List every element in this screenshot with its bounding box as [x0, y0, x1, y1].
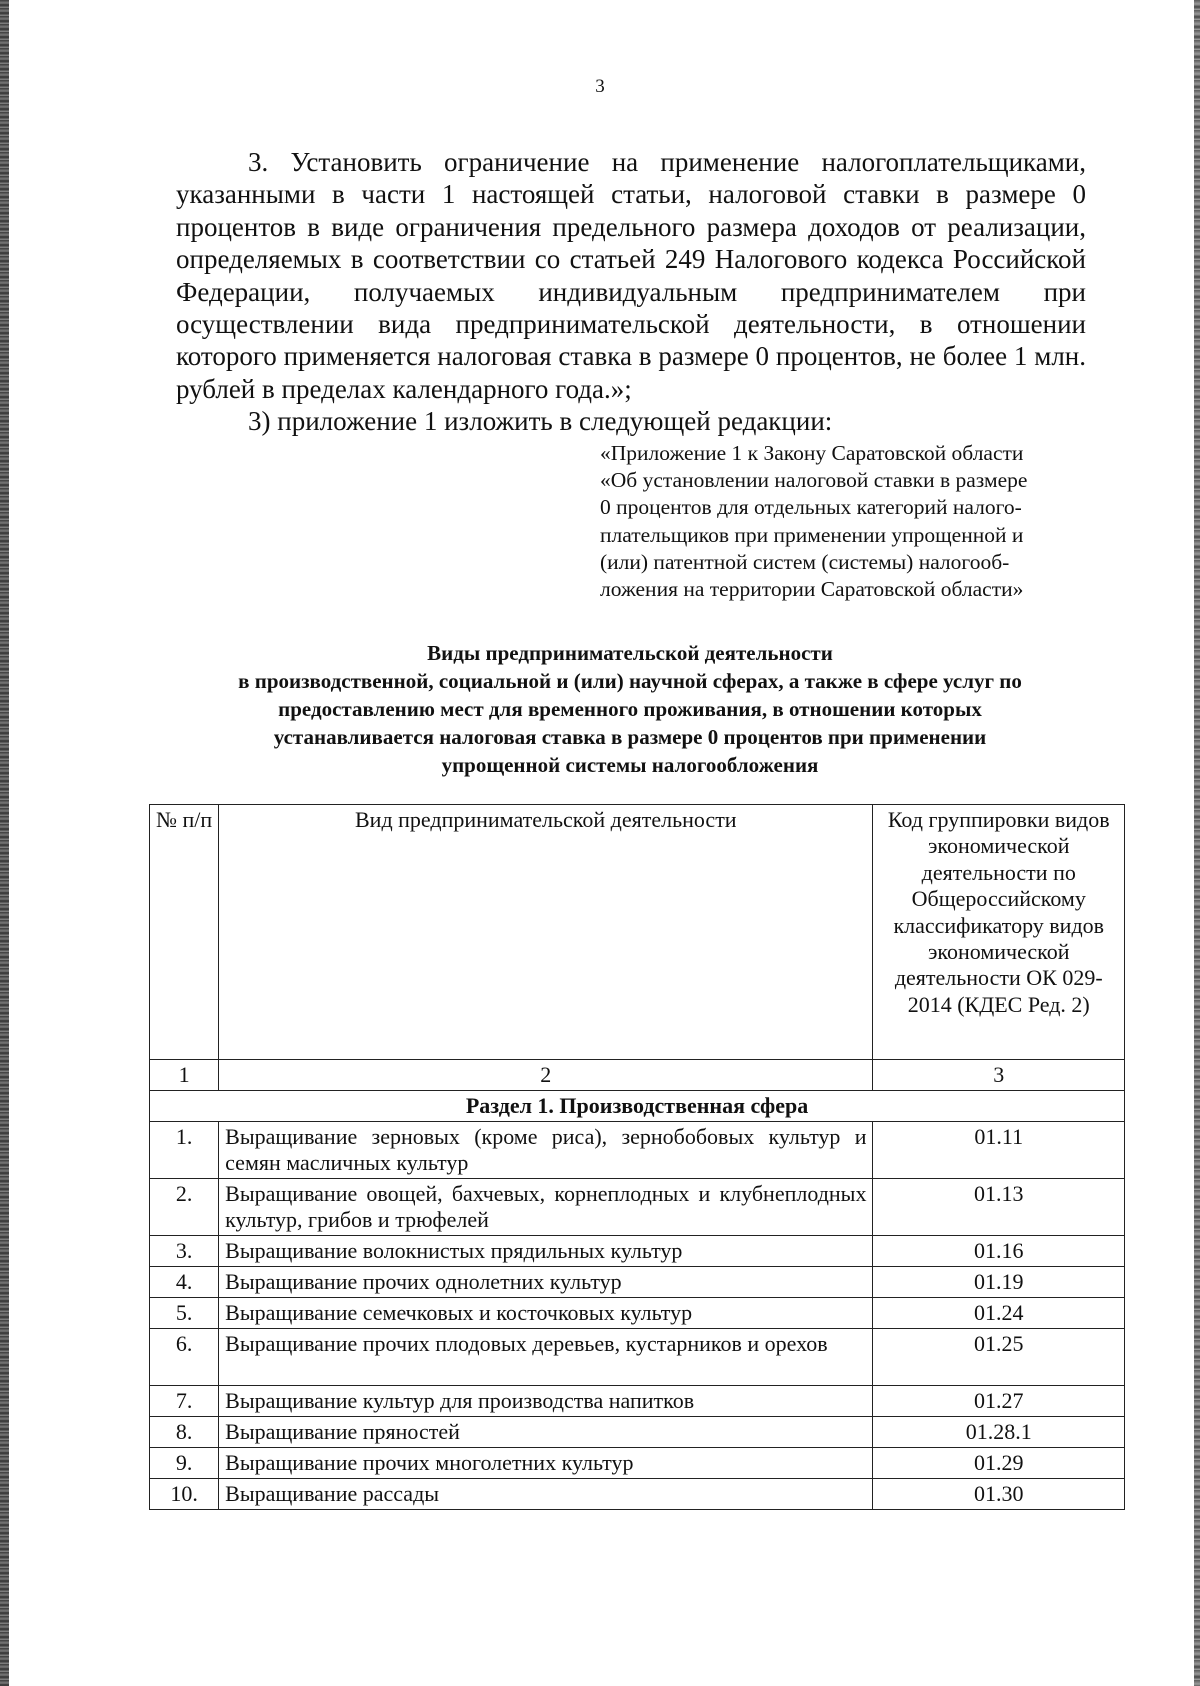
table-title-line: устанавливается налоговая ставка в размере 0 процентов при применении	[273, 725, 987, 749]
row-code: 01.19	[873, 1267, 1125, 1298]
row-code: 01.24	[873, 1298, 1125, 1329]
appendix-line: (или) патентной систем (системы) налогооб-	[600, 549, 1010, 574]
row-activity: Выращивание прочих плодовых деревьев, кустарников и орехов	[219, 1329, 873, 1386]
table-row	[150, 1329, 1125, 1386]
section-title: Раздел 1. Производственная сфера	[150, 1091, 1125, 1122]
row-number: 2.	[150, 1179, 219, 1236]
row-code: 01.27	[873, 1386, 1125, 1417]
table-title-line: предоставлению мест для временного проживания, в отношении которых	[278, 697, 982, 721]
table-row	[150, 1298, 1125, 1329]
row-code: 01.11	[873, 1122, 1125, 1179]
table-row	[150, 1122, 1125, 1179]
row-number: 6.	[150, 1329, 219, 1386]
header-number: № п/п	[150, 805, 219, 1060]
table-row	[150, 1417, 1125, 1448]
row-code: 01.16	[873, 1236, 1125, 1267]
row-number: 8.	[150, 1417, 219, 1448]
row-number: 1.	[150, 1122, 219, 1179]
column-number: 2	[219, 1060, 873, 1091]
scan-edge-right	[1194, 0, 1200, 1686]
column-number-row	[150, 1060, 1125, 1091]
law-body-text	[176, 146, 1086, 438]
row-activity: Выращивание прочих многолетних культур	[219, 1448, 873, 1479]
appendix-line: «Приложение 1 к Закону Саратовской области	[600, 441, 1024, 465]
row-activity: Выращивание рассады	[219, 1479, 873, 1510]
column-number: 3	[873, 1060, 1125, 1091]
row-activity: Выращивание прочих однолетних культур	[219, 1267, 873, 1298]
row-activity: Выращивание семечковых и косточковых культур	[219, 1298, 873, 1329]
row-number: 4.	[150, 1267, 219, 1298]
table-header-row	[150, 805, 1125, 1060]
row-activity: Выращивание овощей, бахчевых, корнеплодных и клубнеплодных культур, грибов и трюфелей	[219, 1179, 873, 1236]
item-3-paragraph: 3) приложение 1 изложить в следующей редакции:	[248, 406, 833, 437]
row-number: 10.	[150, 1479, 219, 1510]
table-title	[160, 639, 1100, 779]
appendix-heading	[600, 440, 1086, 603]
table-title-line: в производственной, социальной и (или) научной сферах, а также в сфере услуг по	[238, 669, 1022, 693]
table-row	[150, 1386, 1125, 1417]
clause-3-paragraph: 3. Установить ограничение на применение налогоплательщиками, указанными в части 1 настоящей статьи, налоговой ставки в размере 0 процентов в виде ограничения предельного размера доходов от реализации, определяемых в соответствии со статьей 249 Налогового кодекса Российской Федерации, получаемых индивидуальным предпринимателем при осуществлении вида предпринимательской деятельности, в отношении которого применяется налоговая ставка в размере 0 процентов, не более 1 млн. рублей в пределах календарного года.»;	[176, 147, 1086, 404]
table-title-line: упрощенной системы налогообложения	[441, 753, 819, 777]
row-number: 9.	[150, 1448, 219, 1479]
table-row	[150, 1236, 1125, 1267]
row-activity: Выращивание волокнистых прядильных культур	[219, 1236, 873, 1267]
appendix-line: ложения на территории Саратовской области»	[600, 577, 1024, 602]
column-number: 1	[150, 1060, 219, 1091]
table-row	[150, 1448, 1125, 1479]
table-row	[150, 1479, 1125, 1510]
row-number: 7.	[150, 1386, 219, 1417]
activities-table	[149, 804, 1125, 1510]
row-code: 01.30	[873, 1479, 1125, 1510]
table-row	[150, 1267, 1125, 1298]
section-row	[150, 1091, 1125, 1122]
row-code: 01.29	[873, 1448, 1125, 1479]
row-activity: Выращивание пряностей	[219, 1417, 873, 1448]
appendix-line: «Об установлении налоговой ставки в размере	[600, 468, 1028, 493]
header-code: Код группировки видов экономической деятельности по Общероссийскому классификатору видов экономической деятельности ОК 029-2014 (КДЕС Ред. 2)	[873, 805, 1125, 1060]
header-activity: Вид предпринимательской деятельности	[219, 805, 873, 1060]
row-code: 01.13	[873, 1179, 1125, 1236]
table-title-line: Виды предпринимательской деятельности	[427, 641, 833, 665]
row-number: 3.	[150, 1236, 219, 1267]
page-number: 3	[595, 76, 605, 97]
row-code: 01.28.1	[873, 1417, 1125, 1448]
scan-edge-left	[0, 0, 9, 1686]
row-activity: Выращивание зерновых (кроме риса), зернобобовых культур и семян масличных культур	[219, 1122, 873, 1179]
appendix-line: 0 процентов для отдельных категорий налого-	[600, 495, 1022, 520]
row-code: 01.25	[873, 1329, 1125, 1386]
table-row	[150, 1179, 1125, 1236]
row-activity: Выращивание культур для производства напитков	[219, 1386, 873, 1417]
row-number: 5.	[150, 1298, 219, 1329]
appendix-line: плательщиков при применении упрощенной и	[600, 522, 1024, 547]
